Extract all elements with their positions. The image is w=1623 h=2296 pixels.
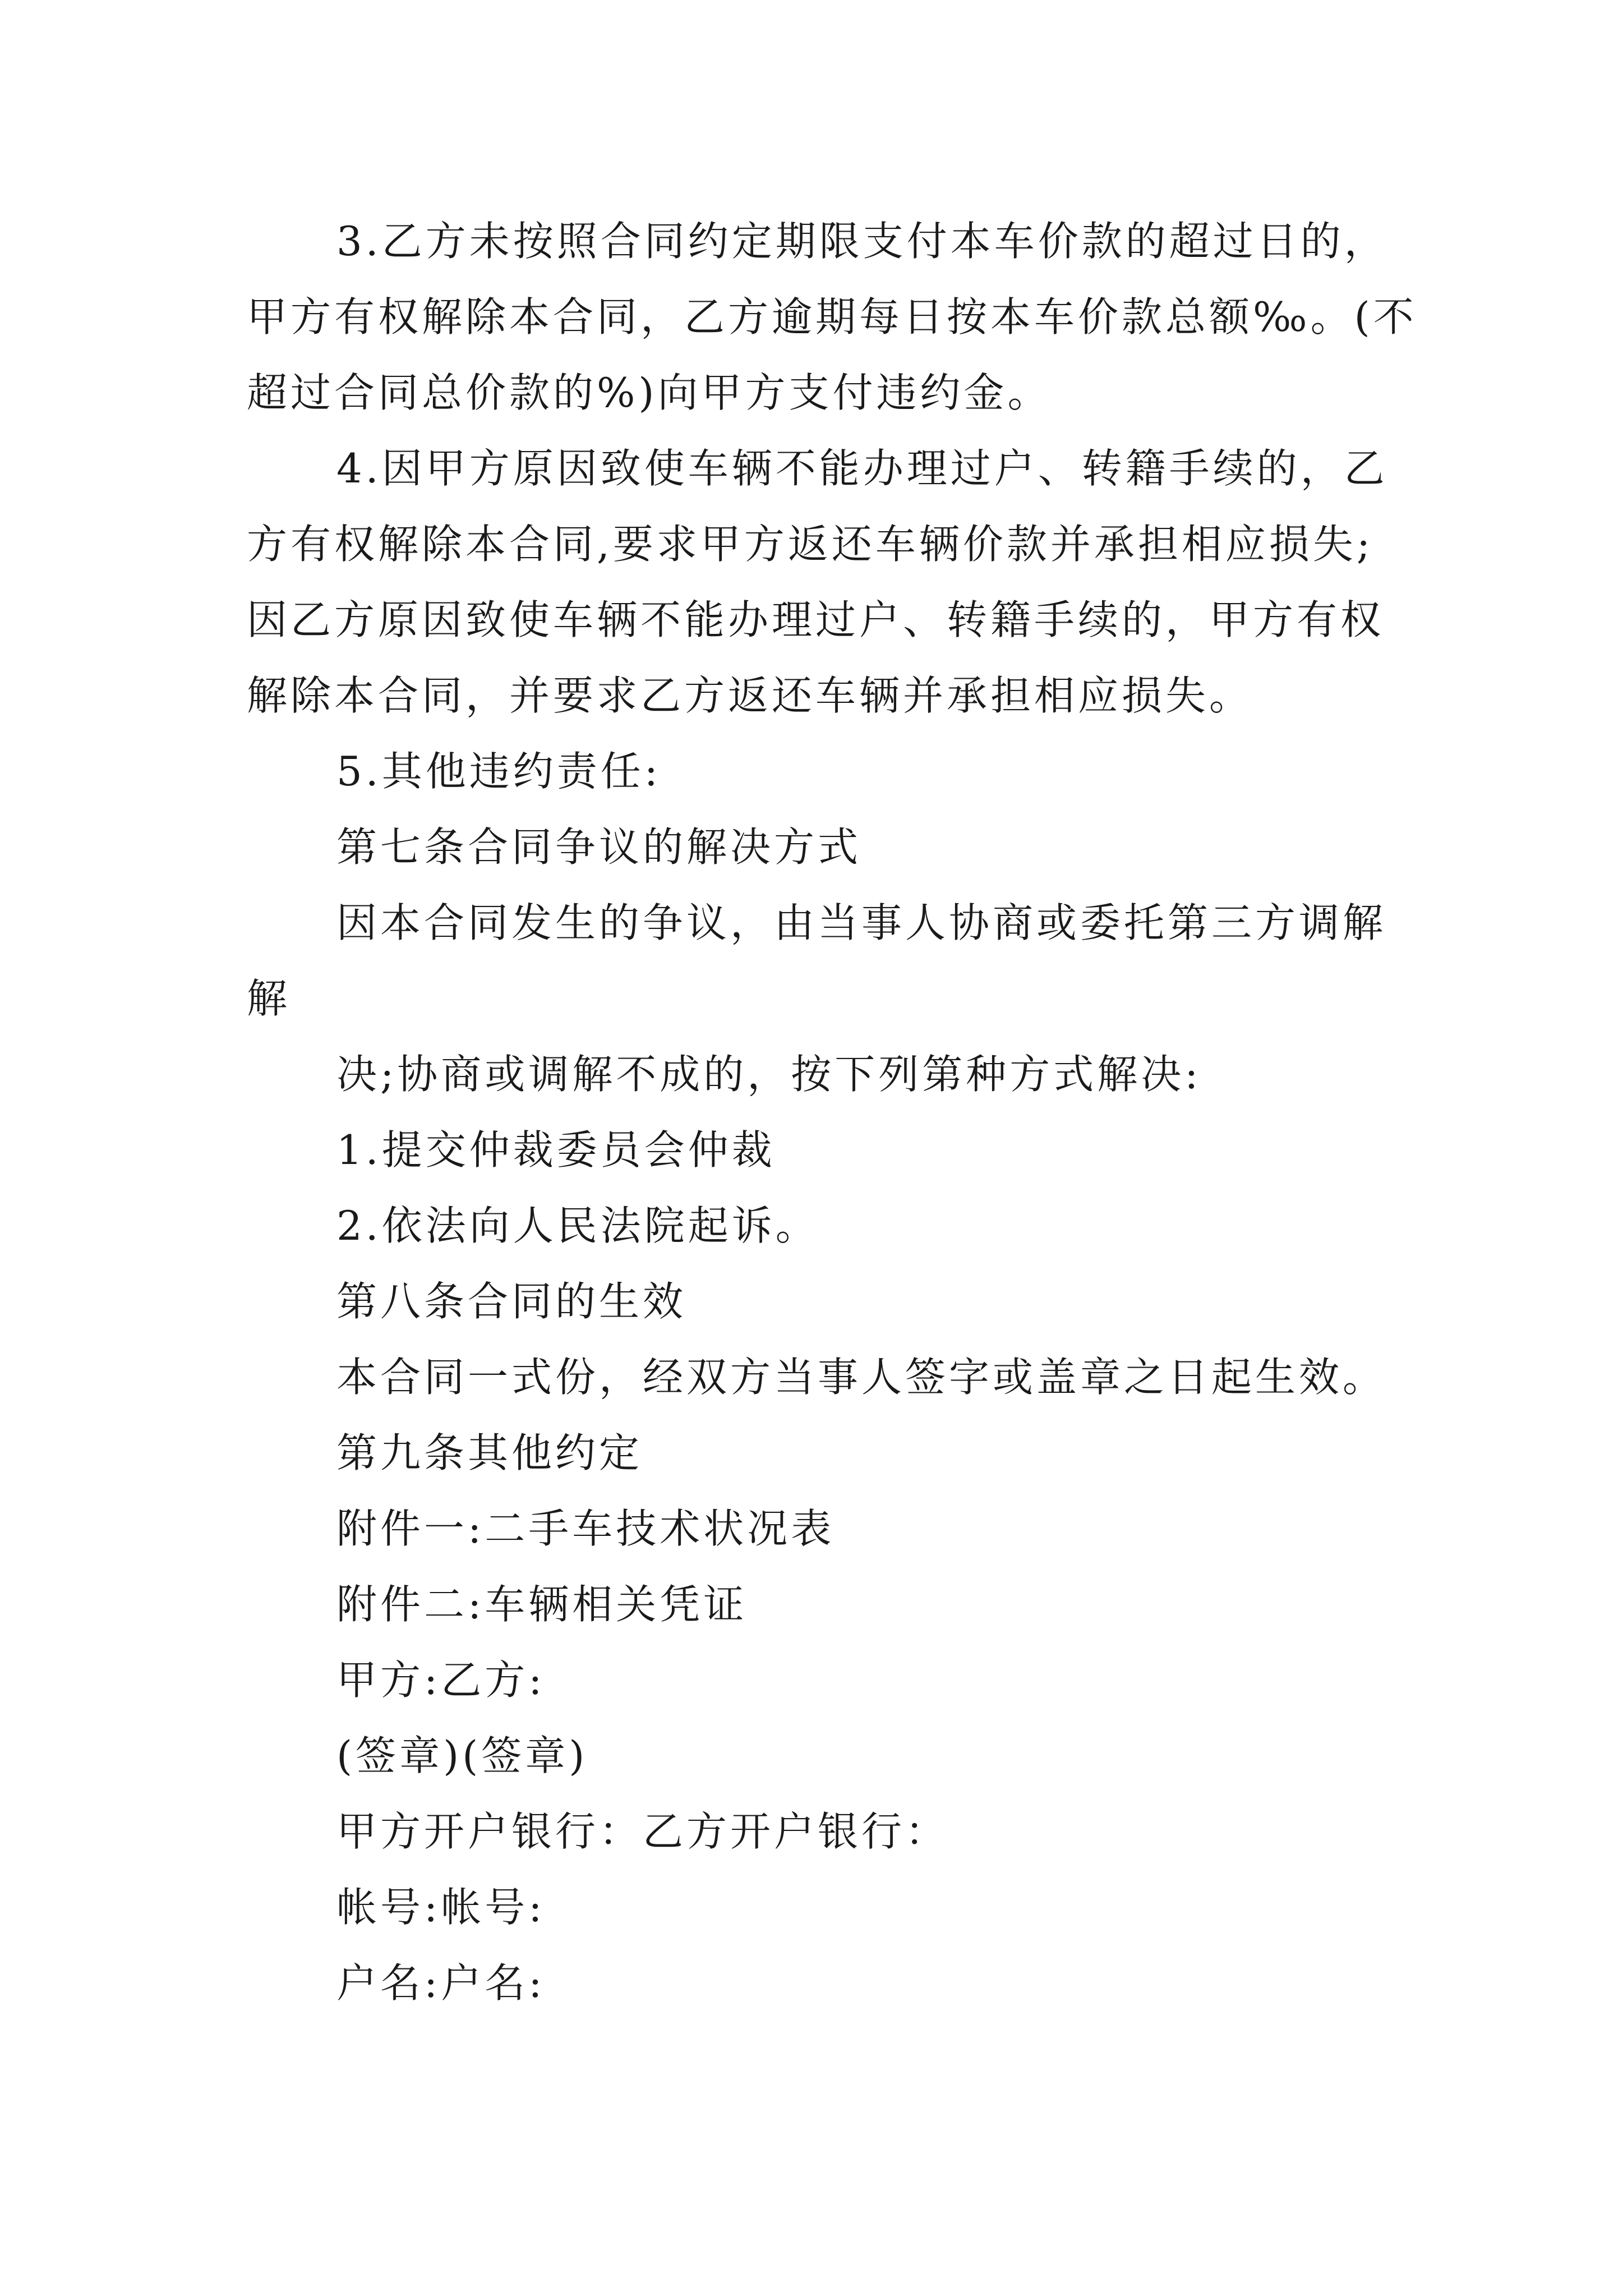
clause-3-line-1: 3.乙方未按照合同约定期限支付本车价款的超过日的， <box>336 218 1388 265</box>
clause-4-line-4: 解除本合同，并要求乙方返还车辆并承担相应损失。 <box>247 672 1253 719</box>
article-7-body-line-2: 解 <box>247 975 291 1022</box>
clause-4-line-3: 因乙方原因致使车辆不能办理过户、转籍手续的，甲方有权 <box>247 596 1385 643</box>
resolution-option-2: 2.依法向人民法院起诉。 <box>336 1202 819 1249</box>
attachment-2: 附件二:车辆相关凭证 <box>336 1581 748 1628</box>
resolution-option-1: 1.提交仲裁委员会仲裁 <box>336 1126 776 1174</box>
article-7-body-line-3: 决;协商或调解不成的，按下列第种方式解决: <box>336 1051 1202 1098</box>
clause-4-line-1: 4.因甲方原因致使车辆不能办理过户、转籍手续的，乙 <box>336 445 1388 492</box>
article-8-heading: 第八条合同的生效 <box>336 1278 687 1325</box>
article-7-body-line-1: 因本合同发生的争议，由当事人协商或委托第三方调解 <box>336 899 1387 946</box>
article-9-heading: 第九条其他约定 <box>336 1429 643 1476</box>
article-7-heading: 第七条合同争议的解决方式 <box>336 823 862 871</box>
seal-labels: (签章)(签章) <box>336 1732 588 1779</box>
bank-labels: 甲方开户银行：乙方开户银行： <box>336 1808 949 1855</box>
account-name-labels: 户名:户名: <box>336 1959 546 2007</box>
article-8-body: 本合同一式份，经双方当事人签字或盖章之日起生效。 <box>336 1354 1387 1401</box>
clause-3-line-3: 超过合同总价款的%)向甲方支付违约金。 <box>247 369 1052 416</box>
party-labels: 甲方:乙方: <box>336 1657 546 1704</box>
clause-4-line-2: 方有权解除本合同,要求甲方返还车辆价款并承担相应损失; <box>247 521 1374 568</box>
account-labels: 帐号:帐号: <box>336 1884 546 1931</box>
clause-5: 5.其他违约责任: <box>336 748 661 795</box>
attachment-1: 附件一:二手车技术状况表 <box>336 1505 835 1552</box>
clause-3-line-2: 甲方有权解除本合同，乙方逾期每日按本车价款总额‰。(不 <box>247 293 1417 341</box>
